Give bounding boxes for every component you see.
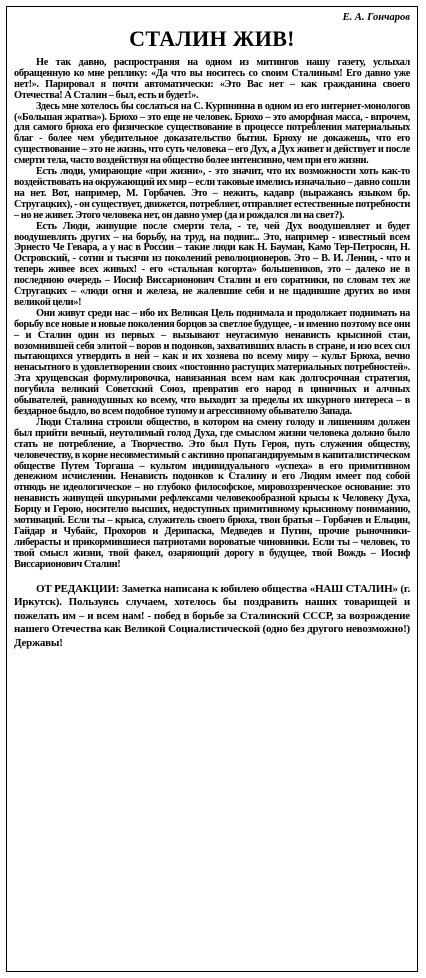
article-paragraph: Не так давно, распространяя на одном из митингов нашу газету, услыхал обращенную ко мне реплику: «Да что вы носитесь со своим Сталиным! Его давно уже нет!». Парировал я почти автоматически: «Это Вас нет – как гражданина своего Отечества! А Сталин – был, есть и будет!». bbox=[14, 57, 410, 101]
article-author: Е. А. Гончаров bbox=[342, 12, 410, 23]
editorial-lead: ОТ РЕДАКЦИИ: bbox=[36, 582, 120, 595]
editorial-note bbox=[14, 583, 410, 651]
article-paragraph: Люди Сталина строили общество, в котором на смену голоду и лишениям должен был прийти вечный, неутолимый голод Духа, где смыслом жизни человека должно было стать не потребление, а Творчество. Это был Путь Героя, путь служения обществу, человечеству, в корне несовместимый с активно пропагандируемым в капиталистическом обществе Путем Торгаша – культом индивидуального «успеха» в его примитивном денежном исчислении. Ненависть подонков к Сталину и его Людям имеет под собой отнюдь не идеологическое – но глубоко философское, мировоззренческое основание: это ненависть живущей шкурными рефлексами человекообразной крысы к Человеку Духа, Борцу и Герою, носителю высших, недоступных примитивному крысиному пониманию, мотиваций. Если ты – крыса, служитель своего брюха, твои братья – Горбачев и Ельцин, Гайдар и Чубайс, Прохоров и Дерипаска, Медведев и Путин, прочие рыночники-либерасты и прикормившиеся патриотами вороватые чиновники. Если ты – человек, то твой смысл жизни, твой факел, озаряющий дорогу в будущее, твой Вождь – Иосиф Виссарионович Сталин! bbox=[14, 416, 410, 570]
editorial-text: Заметка написана к юбилею общества «НАШ СТАЛИН» (г. Иркутск). Пользуясь случаем, хотелось бы поздравить наших товарищей и пожелать им – и всем нам! - побед в борьбе за Сталинский СССР, за возрождение нашего Отечества как Великой Социалистической (одно без другого невозможно!) Державы! bbox=[14, 582, 410, 649]
article-paragraph: Есть люди, умирающие «при жизни», - это значит, что их возможности хоть как-то воздействовать на окружающий их мир – если таковые имелись изначально – давно сошли на нет. Вот, например, М. Горбачев. Это – нежить, кадавр (выражаясь языком бр. Стругацких), - он существует, движется, потребляет, отправляет естественные потребности – но не живет. Этого человека нет, он давно умер (да и рождался ли на свет?). bbox=[14, 166, 410, 221]
article-frame bbox=[6, 6, 418, 972]
article-paragraph: Они живут среди нас – ибо их Великая Цель поднимала и продолжает поднимать на борьбу все новые и новые поколения борцов за светлое будущее, - и именно поэтому все они – и Сталин один из первых – вызывают неугасимую ненависть крысиной стаи, возомнившей себя элитой – воров и подонков, захвативших власть в стране, и изо всех сил пытающихся утвердить в ней – как и их хозяева по всему миру – культ Брюха, вечно ненасытного в удовлетворении своих «постоянно растущих материальных потребностей». Эта хрущевская формулировочка, навязанная всем нам как долгосрочная стратегия, погубила великий Советский Союз, превратив его народ в циничных и алчных обывателей, равнодушных ко всему, что выходит за пределы их шкурного интереса – в бездарное быдло, во всем подобное тупому и агрессивному обывателю Запада. bbox=[14, 307, 410, 417]
article-body bbox=[14, 58, 410, 571]
article-paragraph: Есть Люди, живущие после смерти тела, - те, чей Дух воодушевляет и будет воодушевлять других – на борьбу, на труд, на подвиг... Это, например - известный всем Эрнесто Че Гевара, а у нас в России – такие люди как Н. Бауман, Камо Тер-Петросян, Н. Островский, - сотни и тысячи из поколений революционеров. Это – В. И. Ленин, - что и теперь живее всех живых! - его «стальная когорта» большевиков, это – далеко не в последнюю очередь – Иосиф Виссарионович Сталин и его соратники, по словам тех же Стругацких – «люди огня и железа, не жалевшие себя и не щадившие других во имя великой цели»! bbox=[14, 220, 410, 308]
article-paragraph: Здесь мне хотелось бы сослаться на С. Курпнянна в одном из его интернет-монологов («Большая жратва»). Брюхо – это еще не человек. Брюхо – это аморфная масса, - впрочем, для самого брюха его физическое существование в процессе потребления материальных благ - более чем убедительное доказательство бытия. Брюху не докажешь, что его существование – это не жизнь, что суть человека – его Дух, а Дух живет и действует и после смерти тела, часто воздействуя на общество более интенсивно, чем при его жизни. bbox=[14, 100, 410, 167]
article-title: СТАЛИН ЖИВ! bbox=[129, 26, 295, 51]
